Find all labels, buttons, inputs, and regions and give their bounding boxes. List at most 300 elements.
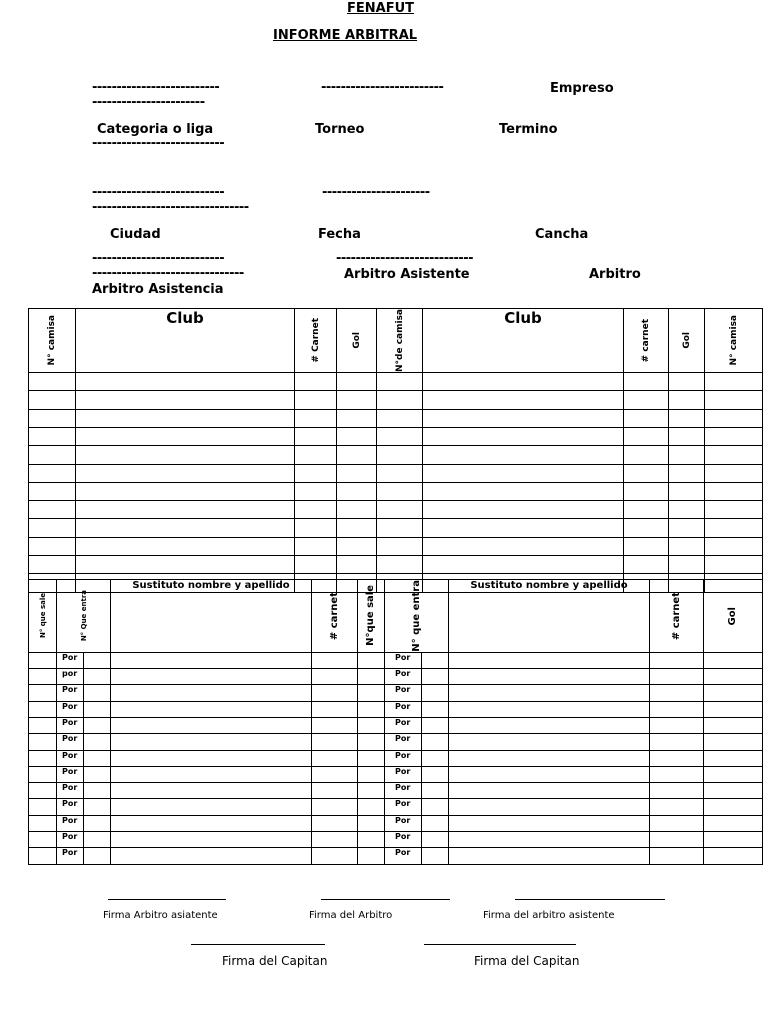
table-cell[interactable] xyxy=(358,766,385,782)
table-cell[interactable] xyxy=(669,482,705,500)
table-cell[interactable] xyxy=(29,669,57,685)
table-cell[interactable] xyxy=(449,832,650,848)
table-cell[interactable] xyxy=(312,799,358,815)
table-cell[interactable] xyxy=(337,391,377,409)
table-cell[interactable] xyxy=(650,685,704,701)
table-cell[interactable] xyxy=(377,537,423,555)
table-cell[interactable] xyxy=(84,799,111,815)
table-cell[interactable] xyxy=(422,734,449,750)
table-cell[interactable] xyxy=(76,427,295,445)
table-cell[interactable] xyxy=(624,519,669,537)
table-cell[interactable] xyxy=(84,750,111,766)
table-cell[interactable] xyxy=(295,519,337,537)
signature-line xyxy=(191,944,325,945)
table-cell[interactable] xyxy=(449,750,650,766)
table-cell[interactable] xyxy=(423,482,624,500)
table-cell[interactable] xyxy=(29,815,57,831)
table-cell[interactable] xyxy=(704,815,763,831)
table-cell[interactable] xyxy=(312,717,358,733)
table-cell[interactable] xyxy=(705,501,763,519)
table-cell[interactable] xyxy=(76,501,295,519)
label-ciudad: Ciudad xyxy=(110,227,161,242)
por-label: Por xyxy=(385,701,422,717)
table-cell[interactable] xyxy=(423,501,624,519)
blank-line: --------------------------- xyxy=(92,185,225,200)
table-cell[interactable] xyxy=(669,427,705,445)
table-cell[interactable] xyxy=(84,832,111,848)
table-cell[interactable] xyxy=(358,652,385,668)
table-cell[interactable] xyxy=(312,766,358,782)
table-cell[interactable] xyxy=(423,373,624,391)
players-table xyxy=(28,308,763,593)
table-cell[interactable] xyxy=(29,783,57,799)
table-cell[interactable] xyxy=(29,373,76,391)
table-cell[interactable] xyxy=(704,832,763,848)
por-label: Por xyxy=(385,685,422,701)
table-cell[interactable] xyxy=(422,652,449,668)
table-cell[interactable] xyxy=(423,537,624,555)
table-cell[interactable] xyxy=(669,501,705,519)
signature-label-captain: Firma del Capitan xyxy=(474,954,580,968)
label-torneo: Torneo xyxy=(315,122,365,137)
table-cell[interactable] xyxy=(29,685,57,701)
table-cell[interactable] xyxy=(84,815,111,831)
org-title: FENAFUT xyxy=(347,1,415,16)
table-cell[interactable] xyxy=(704,799,763,815)
table-cell[interactable] xyxy=(669,391,705,409)
table-cell[interactable] xyxy=(111,832,312,848)
table-cell[interactable] xyxy=(358,734,385,750)
table-cell[interactable] xyxy=(358,799,385,815)
table-cell[interactable] xyxy=(312,815,358,831)
table-cell[interactable] xyxy=(423,427,624,445)
page-title: INFORME ARBITRAL xyxy=(273,28,418,43)
table-cell[interactable] xyxy=(423,391,624,409)
table-cell[interactable] xyxy=(449,652,650,668)
table-cell[interactable] xyxy=(76,482,295,500)
table-cell[interactable] xyxy=(449,799,650,815)
table-cell[interactable] xyxy=(29,555,76,573)
table-cell[interactable] xyxy=(705,427,763,445)
label-empreso: Empreso xyxy=(550,81,614,96)
label-cancha: Cancha xyxy=(535,227,589,242)
table-cell[interactable] xyxy=(312,669,358,685)
table-cell[interactable] xyxy=(295,446,337,464)
table-cell[interactable] xyxy=(669,446,705,464)
table-cell[interactable] xyxy=(422,832,449,848)
table-cell[interactable] xyxy=(312,832,358,848)
table-cell[interactable] xyxy=(704,848,763,864)
por-label: Por xyxy=(385,750,422,766)
table-cell[interactable] xyxy=(76,519,295,537)
table-cell[interactable] xyxy=(358,815,385,831)
label-arbitro-asistencia: Arbitro Asistencia xyxy=(92,282,224,297)
table-cell[interactable] xyxy=(705,446,763,464)
table-cell[interactable] xyxy=(111,766,312,782)
por-label: Por xyxy=(57,799,84,815)
table-cell[interactable] xyxy=(312,734,358,750)
table-cell[interactable] xyxy=(29,832,57,848)
table-cell[interactable] xyxy=(650,701,704,717)
table-cell[interactable] xyxy=(29,734,57,750)
table-cell[interactable] xyxy=(704,734,763,750)
signature-line xyxy=(515,899,665,900)
table-cell[interactable] xyxy=(337,501,377,519)
table-cell[interactable] xyxy=(423,519,624,537)
header-carnet: # Carnet xyxy=(295,309,337,373)
table-cell[interactable] xyxy=(84,685,111,701)
table-cell[interactable] xyxy=(358,848,385,864)
header-gol: Gol xyxy=(337,309,377,373)
table-row xyxy=(29,734,763,750)
table-cell[interactable] xyxy=(84,717,111,733)
table-cell[interactable] xyxy=(422,750,449,766)
table-cell[interactable] xyxy=(650,766,704,782)
por-label: Por xyxy=(385,766,422,782)
table-row xyxy=(29,815,763,831)
table-cell[interactable] xyxy=(377,555,423,573)
table-cell[interactable] xyxy=(377,427,423,445)
table-cell[interactable] xyxy=(111,701,312,717)
table-cell[interactable] xyxy=(422,685,449,701)
table-cell[interactable] xyxy=(337,464,377,482)
table-cell[interactable] xyxy=(422,783,449,799)
header-carnet-sub-right: # carnet xyxy=(650,580,704,653)
table-cell[interactable] xyxy=(84,848,111,864)
table-cell[interactable] xyxy=(704,750,763,766)
signature-label-captain: Firma del Capitan xyxy=(222,954,328,968)
table-cell[interactable] xyxy=(624,446,669,464)
table-cell[interactable] xyxy=(84,701,111,717)
table-cell[interactable] xyxy=(650,832,704,848)
table-cell[interactable] xyxy=(358,701,385,717)
table-cell[interactable] xyxy=(111,848,312,864)
table-cell[interactable] xyxy=(422,669,449,685)
por-label: Por xyxy=(385,848,422,864)
signature-label: Firma Arbitro asiatente xyxy=(103,910,218,921)
table-cell[interactable] xyxy=(705,373,763,391)
table-cell[interactable] xyxy=(449,669,650,685)
table-cell[interactable] xyxy=(422,815,449,831)
table-cell[interactable] xyxy=(29,766,57,782)
label-fecha: Fecha xyxy=(318,227,361,242)
table-cell[interactable] xyxy=(704,766,763,782)
signature-label: Firma del arbitro asistente xyxy=(483,910,615,921)
table-cell[interactable] xyxy=(650,799,704,815)
table-cell[interactable] xyxy=(449,685,650,701)
table-cell[interactable] xyxy=(295,409,337,427)
table-cell[interactable] xyxy=(422,717,449,733)
table-cell[interactable] xyxy=(84,734,111,750)
table-cell[interactable] xyxy=(449,734,650,750)
label-categoria: Categoria o liga xyxy=(97,122,214,137)
table-cell[interactable] xyxy=(76,409,295,427)
table-cell[interactable] xyxy=(449,701,650,717)
table-cell[interactable] xyxy=(84,766,111,782)
table-cell[interactable] xyxy=(29,799,57,815)
blank-line: --------------------------- xyxy=(92,136,225,151)
por-label: Por xyxy=(57,750,84,766)
table-cell[interactable] xyxy=(422,701,449,717)
table-row xyxy=(29,652,763,668)
table-cell[interactable] xyxy=(423,555,624,573)
table-cell[interactable] xyxy=(111,685,312,701)
table-cell[interactable] xyxy=(624,555,669,573)
table-cell[interactable] xyxy=(295,391,337,409)
table-cell[interactable] xyxy=(669,464,705,482)
table-cell[interactable] xyxy=(423,464,624,482)
por-label: Por xyxy=(57,783,84,799)
table-cell[interactable] xyxy=(624,391,669,409)
table-cell[interactable] xyxy=(29,501,76,519)
table-cell[interactable] xyxy=(312,652,358,668)
por-label: Por xyxy=(57,734,84,750)
table-cell[interactable] xyxy=(337,537,377,555)
table-cell[interactable] xyxy=(76,446,295,464)
table-cell[interactable] xyxy=(449,848,650,864)
table-cell[interactable] xyxy=(705,464,763,482)
header-camisa-right-2: N° camisa xyxy=(705,309,763,373)
por-label: Por xyxy=(385,799,422,815)
table-cell[interactable] xyxy=(295,537,337,555)
por-label: Por xyxy=(385,734,422,750)
table-cell[interactable] xyxy=(337,373,377,391)
table-cell[interactable] xyxy=(337,519,377,537)
table-cell[interactable] xyxy=(377,409,423,427)
table-cell[interactable] xyxy=(337,482,377,500)
table-cell[interactable] xyxy=(449,717,650,733)
signature-line xyxy=(108,899,226,900)
table-row xyxy=(29,669,763,685)
table-cell[interactable] xyxy=(624,427,669,445)
table-cell[interactable] xyxy=(705,391,763,409)
table-cell[interactable] xyxy=(111,815,312,831)
por-label: Por xyxy=(57,815,84,831)
por-label: Por xyxy=(57,717,84,733)
table-cell[interactable] xyxy=(111,652,312,668)
table-cell[interactable] xyxy=(669,519,705,537)
table-cell[interactable] xyxy=(29,391,76,409)
table-row xyxy=(29,750,763,766)
table-cell[interactable] xyxy=(705,537,763,555)
table-cell[interactable] xyxy=(377,373,423,391)
table-cell[interactable] xyxy=(669,537,705,555)
table-cell[interactable] xyxy=(377,519,423,537)
table-cell[interactable] xyxy=(76,555,295,573)
blank-line: ----------------------- xyxy=(92,95,205,110)
table-cell[interactable] xyxy=(705,555,763,573)
table-cell[interactable] xyxy=(337,555,377,573)
por-label: Por xyxy=(57,766,84,782)
table-cell[interactable] xyxy=(29,464,76,482)
table-cell[interactable] xyxy=(29,409,76,427)
table-cell[interactable] xyxy=(705,482,763,500)
signature-label: Firma del Arbitro xyxy=(309,910,393,921)
label-arbitro-asistente: Arbitro Asistente xyxy=(344,267,470,282)
por-label: Por xyxy=(385,652,422,668)
table-cell[interactable] xyxy=(704,701,763,717)
table-cell[interactable] xyxy=(377,501,423,519)
table-cell[interactable] xyxy=(358,669,385,685)
table-cell[interactable] xyxy=(422,848,449,864)
blank-line: --------------------------- xyxy=(92,251,225,266)
por-label: Por xyxy=(57,848,84,864)
table-row xyxy=(29,464,763,482)
table-cell[interactable] xyxy=(669,409,705,427)
table-cell[interactable] xyxy=(84,652,111,668)
table-cell[interactable] xyxy=(624,482,669,500)
table-row xyxy=(29,391,763,409)
blank-line: ---------------------- xyxy=(322,185,430,200)
table-cell[interactable] xyxy=(312,750,358,766)
table-cell[interactable] xyxy=(84,783,111,799)
table-cell[interactable] xyxy=(312,848,358,864)
table-cell[interactable] xyxy=(423,446,624,464)
table-cell[interactable] xyxy=(29,537,76,555)
table-cell[interactable] xyxy=(449,766,650,782)
table-cell[interactable] xyxy=(111,669,312,685)
table-cell[interactable] xyxy=(111,734,312,750)
table-cell[interactable] xyxy=(76,464,295,482)
table-cell[interactable] xyxy=(111,750,312,766)
table-cell[interactable] xyxy=(650,652,704,668)
table-cell[interactable] xyxy=(295,464,337,482)
table-cell[interactable] xyxy=(422,766,449,782)
por-label: Por xyxy=(385,783,422,799)
signature-line xyxy=(321,899,450,900)
header-sustituto: Sustituto nombre y apellido xyxy=(111,580,312,653)
header-camisa-right: N°de camisa xyxy=(377,309,423,373)
table-cell[interactable] xyxy=(358,832,385,848)
table-row xyxy=(29,537,763,555)
table-cell[interactable] xyxy=(624,464,669,482)
table-cell[interactable] xyxy=(295,482,337,500)
table-cell[interactable] xyxy=(377,464,423,482)
header-sale-right: N°que sale xyxy=(358,580,385,653)
table-cell[interactable] xyxy=(111,717,312,733)
table-row xyxy=(29,373,763,391)
table-cell[interactable] xyxy=(704,652,763,668)
table-row xyxy=(29,501,763,519)
table-cell[interactable] xyxy=(76,391,295,409)
table-cell[interactable] xyxy=(377,482,423,500)
table-cell[interactable] xyxy=(650,717,704,733)
table-cell[interactable] xyxy=(337,427,377,445)
table-cell[interactable] xyxy=(337,409,377,427)
header-carnet-right: # carnet xyxy=(624,309,669,373)
table-cell[interactable] xyxy=(650,815,704,831)
table-cell[interactable] xyxy=(29,848,57,864)
label-termino: Termino xyxy=(499,122,558,137)
table-row xyxy=(29,717,763,733)
table-row xyxy=(29,766,763,782)
table-row xyxy=(29,701,763,717)
table-cell[interactable] xyxy=(84,669,111,685)
table-cell[interactable] xyxy=(312,701,358,717)
table-cell[interactable] xyxy=(650,848,704,864)
table-cell[interactable] xyxy=(705,409,763,427)
blank-line: -------------------------- xyxy=(92,80,220,95)
table-cell[interactable] xyxy=(358,717,385,733)
header-club-left: Club xyxy=(76,309,295,373)
table-cell[interactable] xyxy=(76,373,295,391)
table-cell[interactable] xyxy=(358,750,385,766)
table-cell[interactable] xyxy=(111,783,312,799)
table-cell[interactable] xyxy=(650,734,704,750)
table-cell[interactable] xyxy=(449,815,650,831)
header-camisa: N° camisa xyxy=(29,309,76,373)
table-row xyxy=(29,555,763,573)
table-cell[interactable] xyxy=(337,446,377,464)
table-cell[interactable] xyxy=(76,537,295,555)
substitutes-table xyxy=(28,579,763,865)
table-row xyxy=(29,832,763,848)
table-cell[interactable] xyxy=(704,669,763,685)
table-cell[interactable] xyxy=(624,373,669,391)
table-cell[interactable] xyxy=(295,501,337,519)
table-cell[interactable] xyxy=(29,701,57,717)
table-row xyxy=(29,446,763,464)
table-cell[interactable] xyxy=(29,750,57,766)
table-cell[interactable] xyxy=(650,669,704,685)
table-cell[interactable] xyxy=(704,783,763,799)
header-entra-right: N° que entra xyxy=(385,580,449,653)
table-cell[interactable] xyxy=(377,446,423,464)
table-cell[interactable] xyxy=(29,519,76,537)
header-sale: N° que sale xyxy=(29,580,57,653)
table-cell[interactable] xyxy=(423,409,624,427)
por-label: Por xyxy=(385,669,422,685)
table-cell[interactable] xyxy=(650,750,704,766)
header-carnet-sub: # carnet xyxy=(312,580,358,653)
table-cell[interactable] xyxy=(29,482,76,500)
table-cell[interactable] xyxy=(111,799,312,815)
table-cell[interactable] xyxy=(449,783,650,799)
table-cell[interactable] xyxy=(624,409,669,427)
table-cell[interactable] xyxy=(704,717,763,733)
table-cell[interactable] xyxy=(29,446,76,464)
table-cell[interactable] xyxy=(295,427,337,445)
table-cell[interactable] xyxy=(295,555,337,573)
table-cell[interactable] xyxy=(705,519,763,537)
por-label: Por xyxy=(385,717,422,733)
table-row xyxy=(29,409,763,427)
table-cell[interactable] xyxy=(669,373,705,391)
table-cell[interactable] xyxy=(312,685,358,701)
table-cell[interactable] xyxy=(358,685,385,701)
table-cell[interactable] xyxy=(312,783,358,799)
table-cell[interactable] xyxy=(358,783,385,799)
por-label: Por xyxy=(57,685,84,701)
table-cell[interactable] xyxy=(422,799,449,815)
table-cell[interactable] xyxy=(29,717,57,733)
table-cell[interactable] xyxy=(650,783,704,799)
table-cell[interactable] xyxy=(295,373,337,391)
blank-line: -------------------------------- xyxy=(92,200,249,215)
table-cell[interactable] xyxy=(29,652,57,668)
table-cell[interactable] xyxy=(29,427,76,445)
table-cell[interactable] xyxy=(624,537,669,555)
blank-line: ------------------------- xyxy=(321,80,444,95)
table-cell[interactable] xyxy=(669,555,705,573)
header-sustituto-right: Sustituto nombre y apellido xyxy=(449,580,650,653)
table-cell[interactable] xyxy=(624,501,669,519)
table-cell[interactable] xyxy=(704,685,763,701)
table-row xyxy=(29,783,763,799)
table-row xyxy=(29,685,763,701)
blank-line: ------------------------------- xyxy=(92,266,244,281)
table-cell[interactable] xyxy=(377,391,423,409)
